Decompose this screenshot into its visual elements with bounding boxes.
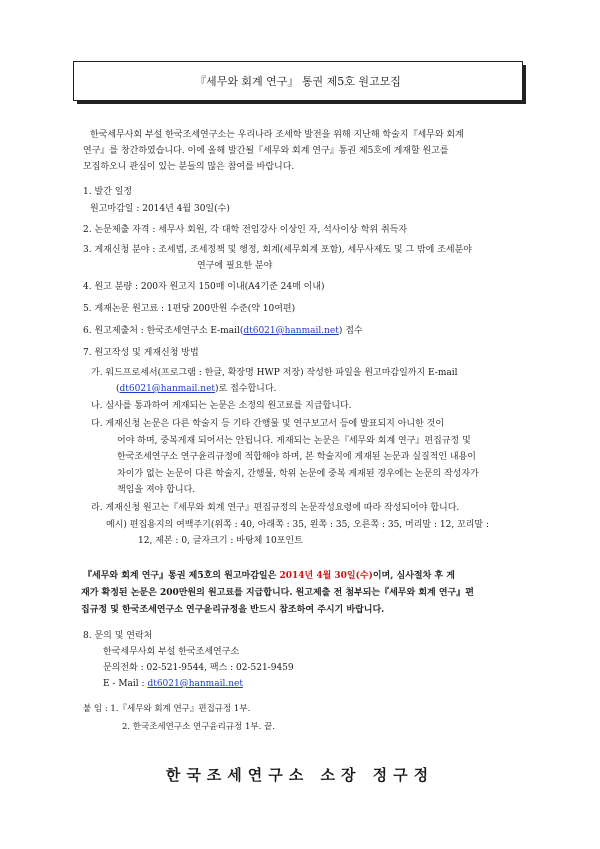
contact-email-label: E - Mail : <box>103 679 148 689</box>
item-7-da <box>91 416 479 499</box>
intro-paragraph <box>83 127 464 175</box>
item-3-fields-cont: 연구에 필요한 분야 <box>197 261 273 271</box>
item-6-submission <box>83 323 363 339</box>
notice-line-2: 재가 확정된 논문은 200만원의 원고료를 지급합니다. 원고제출 전 첨부되는『세무와 회계 연구』편 <box>81 588 474 598</box>
item-2-eligibility: 2. 논문제출 자격 : 세무사 회원, 각 대학 전임강사 이상인 자, 석사이상 학위 취득자 <box>83 225 408 235</box>
intro-line: 모집하오니 관심이 있는 분들의 많은 참여를 바랍니다. <box>83 162 295 172</box>
attachment-1: 붙 임 : 1.『세무와 회계 연구』편집규정 1부. <box>83 704 251 714</box>
item-3-fields: 3. 게재신청 분야 : 조세법, 조세정책 및 행정, 회계(세무회계 포함), 세무사제도 및 그 밖에 조세분야 <box>83 245 472 255</box>
item-7-ga-cont: (dt6021@hanmail.net)로 접수합니다. <box>116 384 277 394</box>
title-box <box>73 61 523 101</box>
item-7-da-line: 차이가 없는 논문이 다른 학술지, 간행물, 학위 논문에 중복 게재된 경우에는 논문의 작성자가 <box>117 468 479 479</box>
item-6-text-end: ) 접수 <box>338 326 363 336</box>
item-6-text: 6. 원고제출처 : 한국조세연구소 E-mail( <box>83 326 244 336</box>
notice-text: 이며, 심사절차 후 게 <box>372 571 455 581</box>
contact-phone: 문의전화 : 02-521-9544, 팩스 : 02-521-9459 <box>103 663 294 673</box>
notice-line-1 <box>83 568 474 585</box>
intro-line: 연구』를 창간하였습니다. 이에 올해 발간될『세무와 회계 연구』통권 제5호에 게재할 원고를 <box>83 146 449 156</box>
notice-line-3: 집규정 및 한국조세연구소 연구윤리규정을 반드시 참조하여 주시기 바랍니다. <box>81 605 385 615</box>
item-8-heading: 8. 문의 및 연락처 <box>83 631 153 641</box>
item-7-ra-line: 라. 게재신청 원고는『세무와 회계 연구』편집규정의 논문작성요령에 따라 작성되어야 합니다. <box>91 503 460 513</box>
item-7-ra <box>91 500 489 550</box>
item-7-da-line: 책임을 져야 합니다. <box>117 485 196 495</box>
attachment-2: 2. 한국조세연구소 연구윤리규정 1부. 끝. <box>122 722 275 732</box>
email-link[interactable]: dt6021@hanmail.net <box>119 384 216 394</box>
item-5-fee: 5. 게재논문 원고료 : 1편당 200만원 수준(약 10여편) <box>83 304 296 314</box>
email-link[interactable]: dt6021@hanmail.net <box>243 326 339 336</box>
deadline-notice <box>83 568 474 619</box>
item-7-ga: 가. 워드프로세서(프로그램 : 한글, 확장명 HWP 저장) 작성한 파일을 원고마감일까지 E-mail <box>91 368 458 378</box>
item-7-da-line: 다. 게재신청 논문은 다른 학술지 등 기타 간행물 및 연구보고서 등에 발표되지 아니한 것이 <box>91 419 445 429</box>
intro-line: 한국세무사회 부설 한국조세연구소는 우리나라 조세학 발전을 위해 지난해 학술지『세무와 회계 <box>90 130 464 140</box>
email-link[interactable]: dt6021@hanmail.net <box>147 679 243 689</box>
item-7-ra-line: 예시) 편집용지의 여백주기(위쪽 : 40, 아래쪽 : 35, 왼쪽 : 35, 오른쪽 : 35, 머리말 : 12, 꼬리말 : <box>106 519 490 530</box>
item-7-heading: 7. 원고작성 및 게재신청 방법 <box>83 348 199 358</box>
item-7-na: 나. 심사를 통과하여 게재되는 논문은 소정의 원고료를 지급합니다. <box>91 401 352 411</box>
contact-email <box>103 676 243 692</box>
item-7-ra-line: 12, 제본 : 0, 글자크기 : 바탕체 10포인트 <box>138 536 303 546</box>
item-1-heading: 1. 발간 일정 <box>83 187 133 197</box>
item-7-ga-end: )로 접수합니다. <box>215 384 277 394</box>
notice-text: 『세무와 회계 연구』통권 제5호의 원고마감일은 <box>83 571 280 581</box>
institute-director-signature: 한국조세연구소 소장 정구정 <box>165 766 435 784</box>
item-1-deadline: 원고마감일 : 2014년 4월 30일(수) <box>90 204 230 214</box>
notice-deadline-date: 2014년 4월 30일(수) <box>279 571 373 581</box>
item-4-length: 4. 원고 분량 : 200자 원고지 150매 이내(A4기준 24매 이내) <box>83 282 325 292</box>
title-box-shadow-right <box>523 65 526 104</box>
title-box-shadow-bottom <box>77 101 526 104</box>
item-7-da-line: 한국조세연구소 연구윤리규정에 적합해야 하며, 본 학술지에 게재된 논문과 실질적인 내용이 <box>117 452 476 462</box>
item-7-da-line: 어야 하며, 중복게재 되어서는 안됩니다. 게재되는 논문은『세무와 회계 연구』편집규정 및 <box>117 435 471 446</box>
contact-org: 한국세무사회 부설 한국조세연구소 <box>103 647 240 657</box>
page-title: 『세무와 회계 연구』 통권 제5호 원고모집 <box>195 75 401 88</box>
